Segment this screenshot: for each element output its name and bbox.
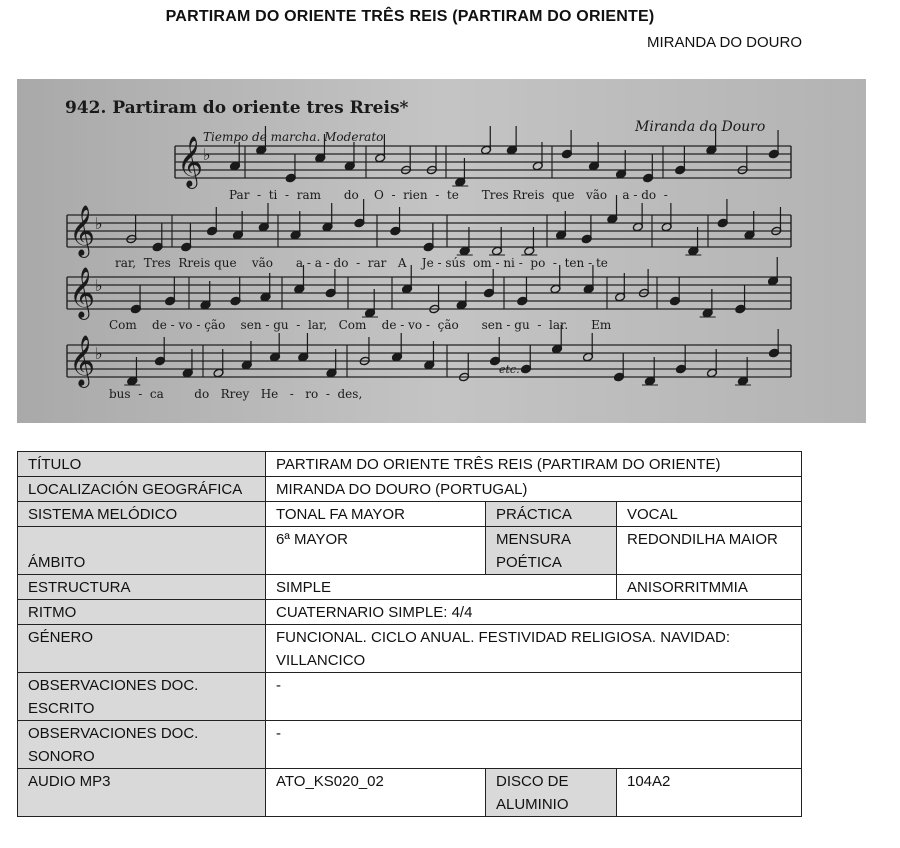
lyrics-line-4: bus - ca do Rrey He - ro - des,	[109, 387, 363, 401]
treble-clef-icon: 𝄞	[69, 335, 96, 386]
row-sistema	[18, 502, 802, 527]
flat-icon: ♭	[95, 344, 103, 363]
lyrics-line-1: Par - ti - ram do O - rien - te Tres Rreis que vão a - do -	[229, 188, 668, 202]
row-obs-sonoro	[18, 721, 802, 769]
lyrics-line-3: Com de - vo - ção sen - gu - lar, Com de - vo - ção sen - gu - lar. Em	[109, 318, 612, 332]
row-ritmo	[18, 600, 802, 625]
mensura-value: REDONDILHA MAIOR	[617, 527, 802, 575]
sheet-music-image	[17, 79, 866, 423]
row-localizacion	[18, 477, 802, 502]
lyrics-line-2: rar, Tres Rreis que vão a - a - do - rar A Je - sús om - ni - po - ten - te	[115, 256, 608, 270]
genero-label: GÉNERO	[18, 625, 266, 673]
titulo-value: PARTIRAM DO ORIENTE TRÊS REIS (PARTIRAM DO ORIENTE)	[266, 452, 802, 477]
score-place: Miranda do Douro	[635, 119, 766, 135]
disco-label: DISCO DE ALUMINIO	[486, 769, 617, 817]
document-location: MIRANDA DO DOURO	[646, 34, 802, 51]
localizacion-value: MIRANDA DO DOURO (PORTUGAL)	[266, 477, 802, 502]
ritmo-label: RITMO	[18, 600, 266, 625]
practica-label: PRÁCTICA	[486, 502, 617, 527]
practica-value: VOCAL	[617, 502, 802, 527]
score-etc: etc.	[499, 363, 520, 376]
localizacion-label: LOCALIZACIÓN GEOGRÁFICA	[18, 477, 266, 502]
ambito-value: 6ª MAYOR	[266, 527, 486, 575]
document-title: PARTIRAM DO ORIENTE TRÊS REIS (PARTIRAM DO ORIENTE)	[165, 8, 655, 25]
audio-value: ATO_KS020_02	[266, 769, 486, 817]
mensura-label: MENSURA POÉTICA	[486, 527, 617, 575]
metadata-table	[17, 451, 802, 817]
flat-icon: ♭	[95, 214, 103, 233]
row-genero	[18, 625, 802, 673]
estructura-extra: ANISORRITMMIA	[617, 575, 802, 600]
ambito-label: ÁMBITO	[18, 527, 266, 575]
obs-escrito-value: -	[266, 673, 802, 721]
row-titulo	[18, 452, 802, 477]
treble-clef-icon: 𝄞	[69, 267, 96, 318]
audio-label: AUDIO MP3	[18, 769, 266, 817]
titulo-label: TÍTULO	[18, 452, 266, 477]
row-obs-escrito	[18, 673, 802, 721]
treble-clef-icon: 𝄞	[69, 205, 96, 256]
score-tempo: Tiempo de marcha. Moderato	[203, 130, 384, 144]
genero-value: FUNCIONAL. CICLO ANUAL. FESTIVIDAD RELIGIOSA. NAVIDAD: VILLANCICO	[266, 625, 802, 673]
treble-clef-icon: 𝄞	[177, 136, 204, 187]
estructura-value: SIMPLE	[266, 575, 617, 600]
obs-escrito-label: OBSERVACIONES DOC. ESCRITO	[18, 673, 266, 721]
flat-icon: ♭	[95, 276, 103, 295]
flat-icon: ♭	[203, 145, 211, 164]
disco-value: 104A2	[617, 769, 802, 817]
obs-sonoro-label: OBSERVACIONES DOC. SONORO	[18, 721, 266, 769]
row-estructura	[18, 575, 802, 600]
row-ambito	[18, 527, 802, 575]
sistema-label: SISTEMA MELÓDICO	[18, 502, 266, 527]
row-audio	[18, 769, 802, 817]
ritmo-value: CUATERNARIO SIMPLE: 4/4	[266, 600, 802, 625]
score-heading: 942. Partiram do oriente tres Rreis*	[65, 98, 409, 118]
sistema-value: TONAL FA MAYOR	[266, 502, 486, 527]
obs-sonoro-value: -	[266, 721, 802, 769]
estructura-label: ESTRUCTURA	[18, 575, 266, 600]
